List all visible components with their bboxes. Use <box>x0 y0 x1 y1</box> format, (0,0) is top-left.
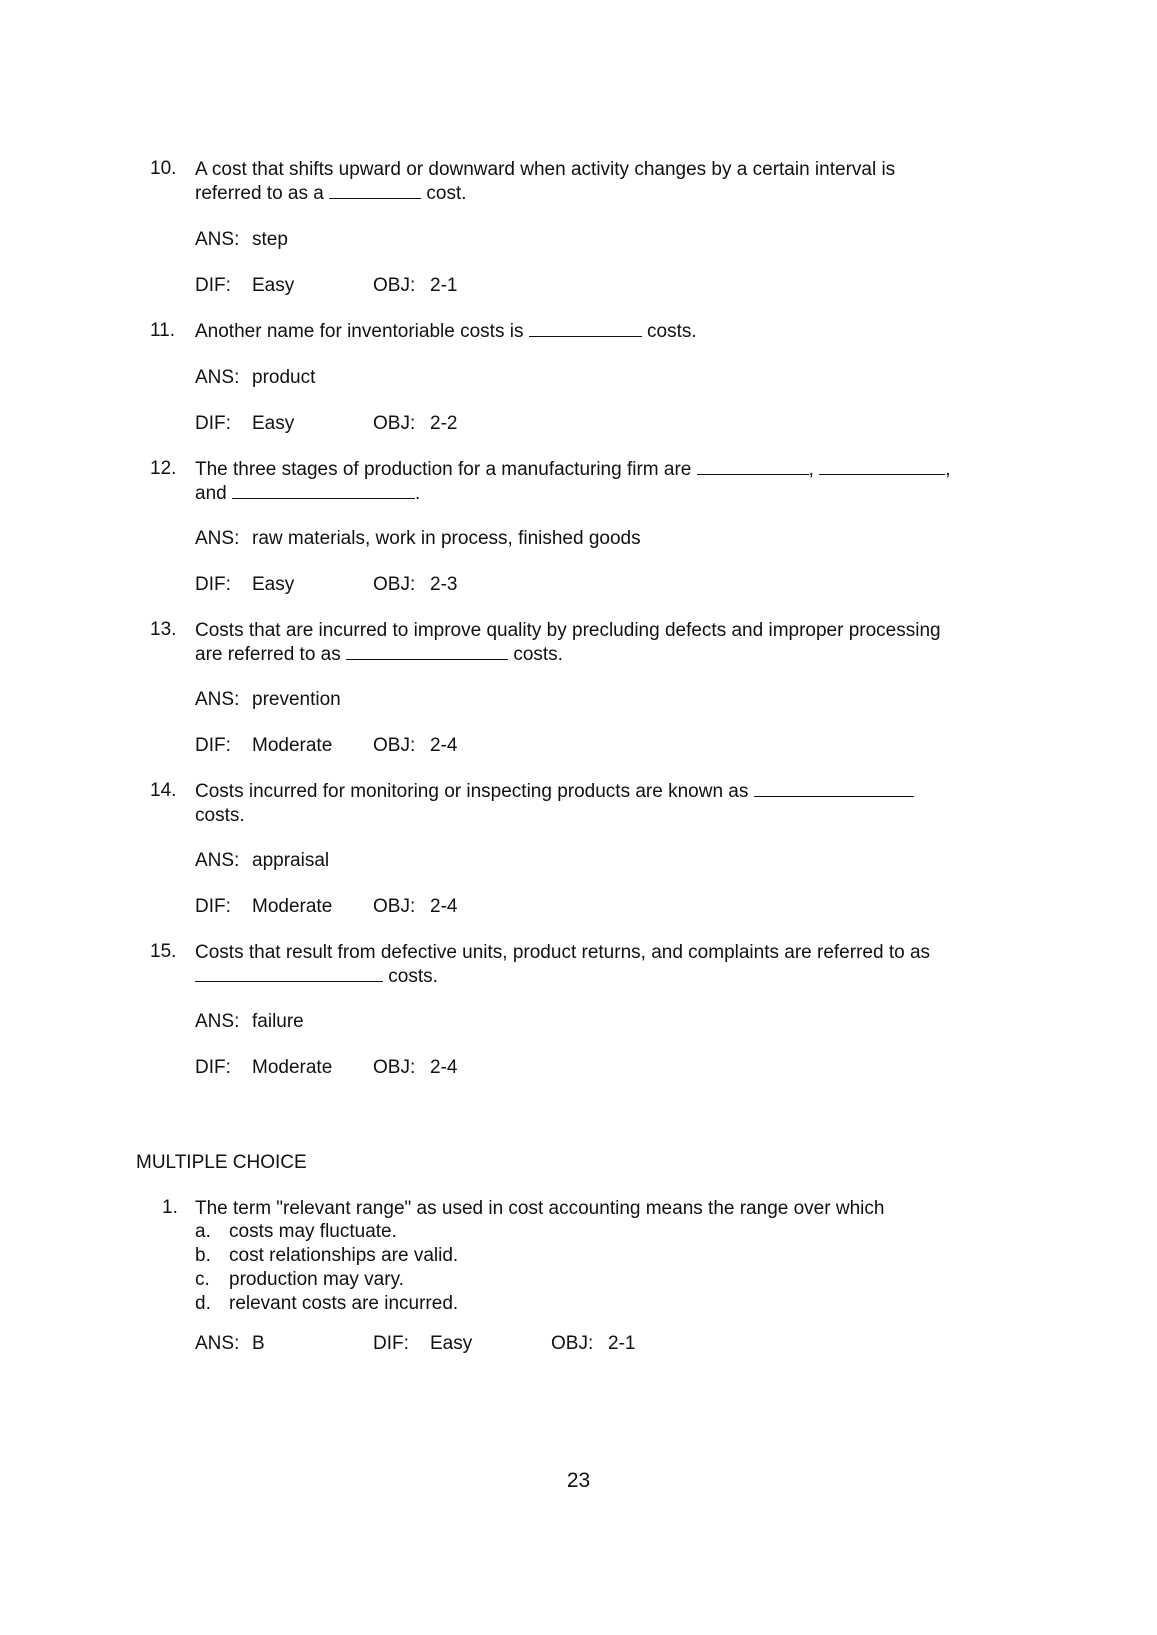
objective-value: 2-2 <box>430 413 458 434</box>
question-number: 11. <box>150 320 176 341</box>
answer-value: raw materials, work in process, finished goods <box>252 528 641 549</box>
difficulty-value: Moderate <box>252 896 333 917</box>
objective-value: 2-1 <box>608 1333 636 1354</box>
question-text: The three stages of production for a manufacturing firm are , , and . <box>195 459 951 504</box>
section-heading: MULTIPLE CHOICE <box>136 1152 307 1173</box>
difficulty-value: Moderate <box>252 1057 333 1078</box>
answer-line: ANS: failure <box>195 1011 304 1032</box>
answer-line: ANS: appraisal <box>195 850 330 871</box>
question-number: 14. <box>150 780 177 801</box>
difficulty-value: Easy <box>252 275 295 296</box>
difficulty-value: Easy <box>252 413 295 434</box>
difficulty-value: Easy <box>252 574 295 595</box>
question-text: Another name for inventoriable costs is costs. <box>195 321 697 342</box>
answer-line: ANS: step <box>195 229 288 250</box>
question-text: Costs that are incurred to improve quality by precluding defects and improper processing are referred to as costs. <box>195 620 941 665</box>
question-text: Costs that result from defective units, product returns, and complaints are referred to as costs. <box>195 942 931 987</box>
objective-value: 2-1 <box>430 275 458 296</box>
question-number: 15. <box>150 941 177 962</box>
mc-meta-line: ANS: B DIF: Easy OBJ: 2-1 <box>195 1333 636 1354</box>
answer-line: ANS: prevention <box>195 689 341 710</box>
answer-blank <box>819 458 945 475</box>
difficulty-value: Easy <box>430 1333 473 1354</box>
page-number: 23 <box>566 1469 591 1492</box>
answer-value: product <box>252 367 316 388</box>
answer-blank <box>232 482 415 499</box>
difficulty-line: DIF: Moderate OBJ: 2-4 <box>195 896 458 917</box>
answer-blank <box>195 965 383 982</box>
objective-value: 2-4 <box>430 1057 458 1078</box>
answer-value: failure <box>252 1011 304 1032</box>
objective-value: 2-4 <box>430 735 458 756</box>
answer-blank <box>329 182 421 199</box>
answer-value: prevention <box>252 689 341 710</box>
answer-blank <box>754 780 914 797</box>
answer-blank <box>346 643 508 660</box>
option-a: a. costs may fluctuate. <box>195 1221 397 1242</box>
question-text: The term "relevant range" as used in cost accounting means the range over which <box>195 1198 885 1219</box>
mc-options <box>195 1220 458 1316</box>
difficulty-value: Moderate <box>252 735 333 756</box>
answer-blank <box>529 320 642 337</box>
question-number: 10. <box>150 158 177 179</box>
answer-value: step <box>252 229 288 250</box>
difficulty-line: DIF: Easy OBJ: 2-3 <box>195 574 458 595</box>
question-text: Costs incurred for monitoring or inspecting products are known as costs. <box>195 780 1025 828</box>
question-text: A cost that shifts upward or downward when activity changes by a certain interval is referred to as a cost. <box>195 159 896 204</box>
answer-line: ANS: raw materials, work in process, finished goods <box>195 528 641 549</box>
question-number: 12. <box>150 458 177 479</box>
question-number: 13. <box>150 619 177 640</box>
answer-blank <box>697 458 809 475</box>
option-c: c. production may vary. <box>195 1269 404 1290</box>
answer-line: ANS: product <box>195 367 316 388</box>
answer-value: appraisal <box>252 850 330 871</box>
answer-value: B <box>252 1333 265 1354</box>
question-number: 1. <box>162 1197 178 1218</box>
objective-value: 2-4 <box>430 896 458 917</box>
option-d: d. relevant costs are incurred. <box>195 1293 459 1314</box>
difficulty-line: DIF: Moderate OBJ: 2-4 <box>195 1057 458 1078</box>
difficulty-line: DIF: Easy OBJ: 2-2 <box>195 413 458 434</box>
objective-value: 2-3 <box>430 574 458 595</box>
difficulty-line: DIF: Moderate OBJ: 2-4 <box>195 735 458 756</box>
difficulty-line: DIF: Easy OBJ: 2-1 <box>195 275 458 296</box>
option-b: b. cost relationships are valid. <box>195 1245 459 1266</box>
